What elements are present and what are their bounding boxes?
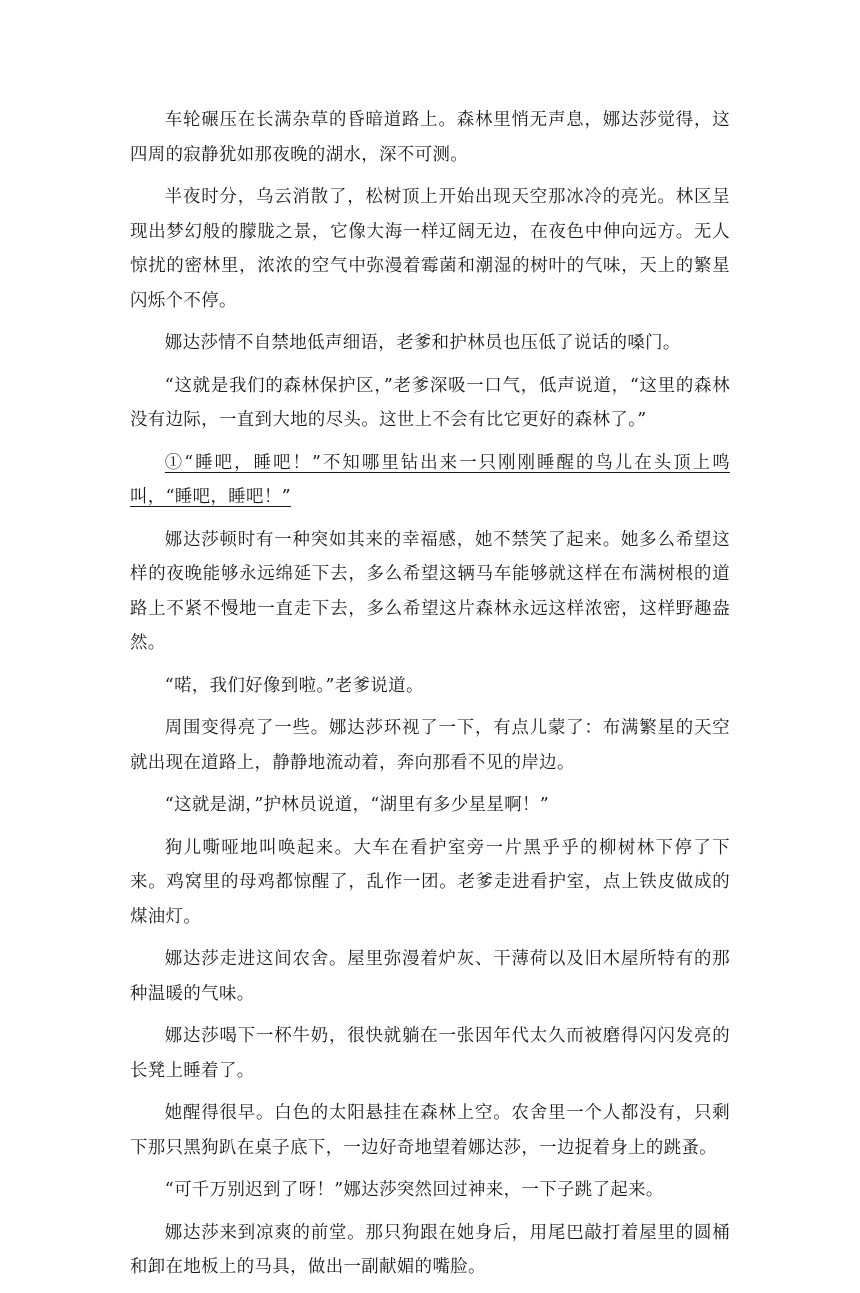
paragraph: “这就是我们的森林保护区，”老爹深吸一口气，低声说道，“这里的森林没有边际，一直到大地的尽头。这世上不会有比它更好的森林了。” — [130, 375, 730, 430]
paragraph: 娜达莎顿时有一种突如其来的幸福感，她不禁笑了起来。她多么希望这样的夜晚能够永远绵延下去，多么希望这辆马车能够就这样在布满树根的道路上不紧不慢地一直走下去，多么希望这片森林永远这样浓密，这样野趣盎然。 — [130, 529, 730, 653]
paragraph: 娜达莎喝下一杯牛奶，很快就躺在一张因年代太久而被磨得闪闪发亮的长凳上睡着了。 — [130, 1026, 730, 1081]
paragraph: 半夜时分，乌云消散了，松树顶上开始出现天空那冰冷的亮光。林区呈现出梦幻般的朦胧之景，它像大海一样辽阔无边，在夜色中伸向远方。无人惊扰的密林里，浓浓的空气中弥漫着霉菌和潮湿的树叶的气味，天上的繁星闪烁个不停。 — [130, 187, 730, 311]
underlined-paragraph-1 — [130, 446, 730, 515]
paragraph: “喏，我们好像到啦。”老爹说道。 — [164, 675, 424, 696]
paragraph: “这就是湖，”护林员说道，“湖里有多少星星啊！” — [164, 795, 550, 815]
paragraph: 娜达莎走进这间农舍。屋里弥漫着炉灰、干薄荷以及旧木屋所特有的那种温暖的气味。 — [130, 949, 730, 1004]
paragraph: 娜达莎来到凉爽的前堂。那只狗跟在她身后，用尾巴敲打着屋里的圆桶和卸在地板上的马具，做出一副献媚的嘴脸。 — [130, 1222, 730, 1277]
underlined-sentence: ①“睡吧，睡吧！”不知哪里钻出来一只刚刚睡醒的鸟儿在头顶上鸣叫，“睡吧，睡吧！” — [130, 452, 730, 507]
paragraph: “可千万别迟到了呀！”娜达莎突然回过神来，一下子跳了起来。 — [164, 1180, 664, 1200]
paragraph: 周围变得亮了一些。娜达莎环视了一下，有点儿蒙了：布满繁星的天空就出现在道路上，静静地流动着，奔向那看不见的岸边。 — [130, 718, 730, 773]
paragraph: 娜达莎情不自禁地低声细语，老爹和护林员也压低了说话的嗓门。 — [164, 333, 681, 353]
paragraph: 她醒得很早。白色的太阳悬挂在森林上空。农舍里一个人都没有，只剩下那只黑狗趴在桌子底下，一边好奇地望着娜达莎，一边捉着身上的跳蚤。 — [130, 1103, 730, 1158]
document-body — [130, 103, 730, 1293]
paragraph: 车轮碾压在长满杂草的昏暗道路上。森林里悄无声息，娜达莎觉得，这四周的寂静犹如那夜晚的湖水，深不可测。 — [130, 110, 730, 165]
paragraph: 狗儿嘶哑地叫唤起来。大车在看护室旁一片黑乎乎的柳树林下停了下来。鸡窝里的母鸡都惊醒了，乱作一团。老爹走进看护室，点上铁皮做成的煤油灯。 — [130, 837, 730, 927]
